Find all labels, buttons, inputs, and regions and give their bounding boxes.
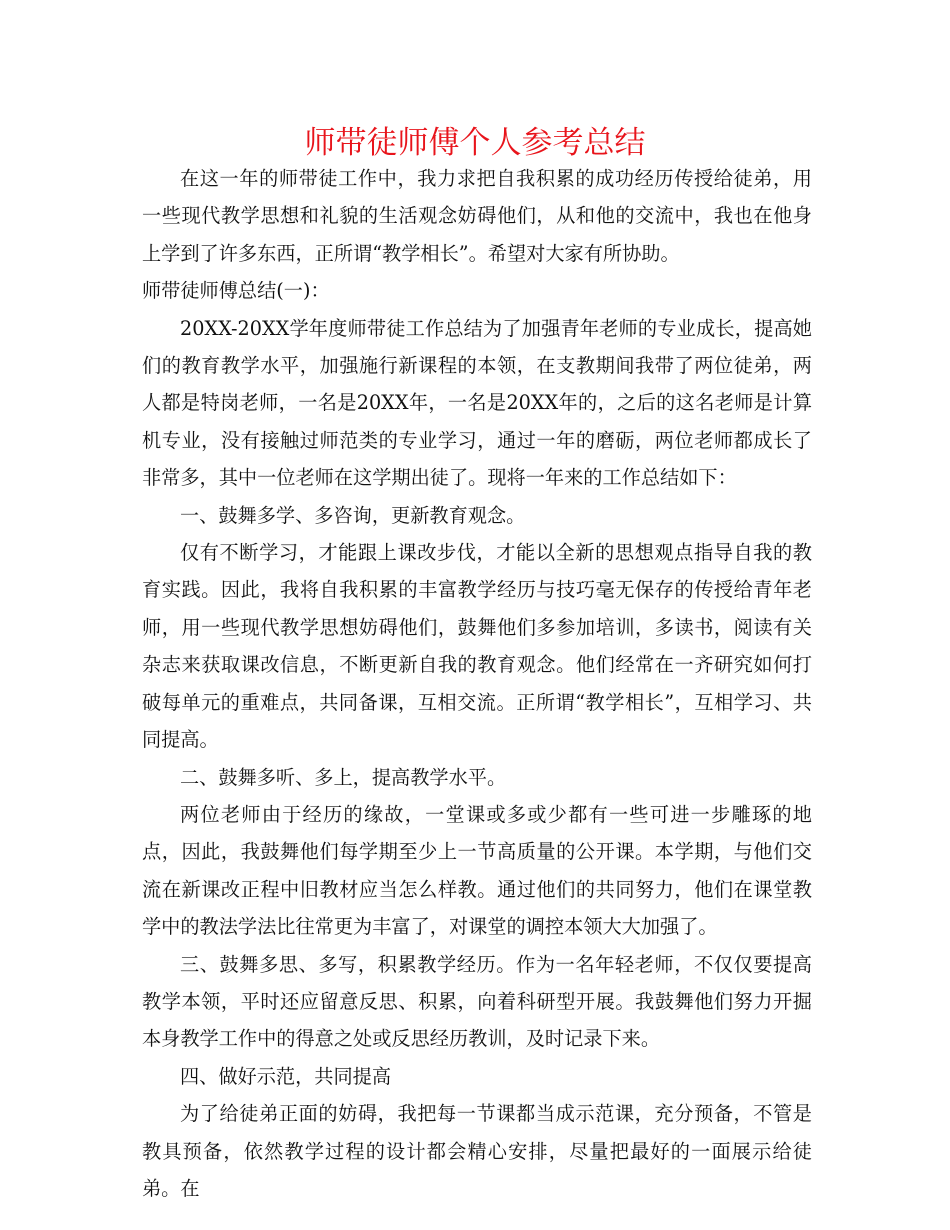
paragraph-point-4: 为了给徒弟正面的妨碍，我把每一节课都当成示范课，充分预备，不管是教具预备，依然教学过程的设计都会精心安排，尽量把最好的一面展示给徒弟。在 — [142, 1102, 812, 1200]
section-heading-summary-1: 师带徒师傅总结(一)： — [142, 279, 330, 303]
paragraph-overview: 20XX-20XX学年度师带徒工作总结为了加强青年老师的专业成长，提高她们的教育教学水平，加强施行新课程的本领，在支教期间我带了两位徒弟，两人都是特岗老师，一名是20XX年，一名是20XX年的，之后的这名老师是计算机专业，没有接触过师范类的专业学习，通过一年的磨砺，两位老师都成长了非常多，其中一位老师在这学期出徒了。现将一年来的工作总结如下： — [142, 316, 812, 490]
document-body — [142, 160, 812, 1207]
heading-point-4: 四、做好示范，共同提高 — [180, 1064, 392, 1088]
heading-point-1: 一、鼓舞多学、多咨询，更新教育观念。 — [180, 503, 526, 527]
paragraph-point-3: 三、鼓舞多思、多写，积累教学经历。作为一名年轻老师，不仅仅要提高教学本领，平时还应留意反思、积累，向着科研型开展。我鼓舞他们努力开掘本身教学工作中的得意之处或反思经历教训，及时记录下来。 — [142, 952, 812, 1051]
paragraph-point-2: 两位老师由于经历的缘故，一堂课或多或少都有一些可进一步雕琢的地点，因此，我鼓舞他们每学期至少上一节高质量的公开课。本学期，与他们交流在新课改正程中旧教材应当怎么样教。通过他们的共同努力，他们在课堂教学中的教法学法比往常更为丰富了，对课堂的调控本领大大加强了。 — [142, 802, 812, 939]
paragraph-intro: 在这一年的师带徒工作中，我力求把自我积累的成功经历传授给徒弟，用一些现代教学思想和礼貌的生活观念妨碍他们，从和他的交流中，我也在他身上学到了许多东西，正所谓“教学相长”。希望对大家有所协助。 — [142, 167, 812, 265]
heading-point-2: 二、鼓舞多听、多上，提高教学水平。 — [180, 765, 507, 789]
document-title: 师带徒师傅个人参考总结 — [304, 125, 646, 161]
paragraph-point-1: 仅有不断学习，才能跟上课改步伐，才能以全新的思想观点指导自我的教育实践。因此，我将自我积累的丰富教学经历与技巧毫无保存的传授给青年老师，用一些现代教学思想妨碍他们，鼓舞他们多参加培训，多读书，阅读有关杂志来获取课改信息，不断更新自我的教育观念。他们经常在一齐研究如何打破每单元的重难点，共同备课，互相交流。正所谓“教学相长”，互相学习、共同提高。 — [142, 541, 812, 752]
